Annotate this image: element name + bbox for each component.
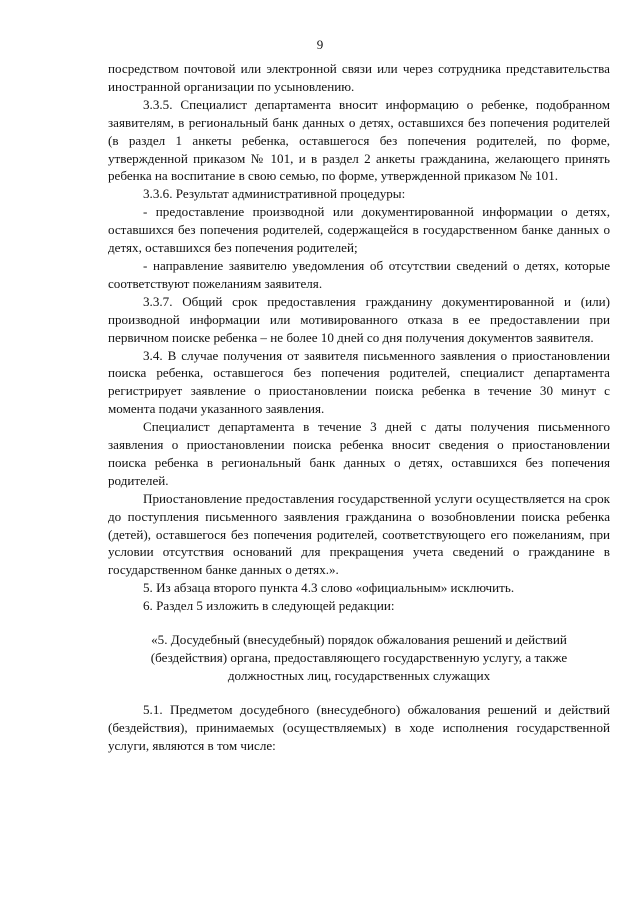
list-item-provision: - предоставление производной или документированной информации о детях, оставшихся без попечения родителей, содержащейся в государственном банке данных о детях, оставшихся без попечения родителей; bbox=[108, 204, 610, 256]
page-number: 9 bbox=[316, 37, 324, 52]
paragraph-item-6: 6. Раздел 5 изложить в следующей редакции: bbox=[143, 598, 395, 614]
section-5-heading bbox=[108, 631, 610, 685]
heading-line-2: (бездействия) органа, предоставляющего государственную услугу, а также bbox=[150, 650, 568, 665]
paragraph-5-1: 5.1. Предметом досудебного (внесудебного) обжалования решений и действий (бездействия), принимаемых (осуществляемых) в ходе исполнения государственной услуги, являются в том числе: bbox=[108, 701, 610, 753]
paragraph-3-3-5: 3.3.5. Специалист департамента вносит информацию о ребенке, подобранном заявителям, в региональный банк данных о детях, оставшихся без попечения родителей (в раздел 1 анкеты ребенка, оставшегося без попечения родителей, по форме, утвержденной приказом № 101, и в раздел 2 анкеты гражданина, желающего принять ребенка на воспитание в свою семью, по форме, утвержденной приказом № 101. bbox=[108, 96, 610, 184]
list-item-notification: - направление заявителю уведомления об отсутствии сведений о детях, которые соответствуют пожеланиям заявителя. bbox=[108, 257, 610, 291]
paragraph-item-5: 5. Из абзаца второго пункта 4.3 слово «официальным» исключить. bbox=[143, 580, 515, 596]
paragraph-specialist: Специалист департамента в течение 3 дней с даты получения письменного заявления о приостановлении поиска ребенка вносит сведения о приостановлении поиска ребенка в региональный банк данных о детях, оставшихся без попечения родителей. bbox=[108, 419, 610, 488]
paragraph-suspension: Приостановление предоставления государственной услуги осуществляется на срок до поступления письменного заявления гражданина о возобновлении поиска ребенка (детей), оставшегося без попечения родителей, соответствующего его пожеланиям, при условии отсутствия оснований для прекращения учета сведений о гражданине в государственном банке данных о детях.». bbox=[108, 490, 610, 578]
paragraph-continuation: посредством почтовой или электронной связи или через сотрудника представительства иностранной организации по усыновлению. bbox=[108, 61, 610, 94]
paragraph-3-3-6: 3.3.6. Результат административной процедуры: bbox=[143, 186, 406, 202]
heading-line-3: должностных лиц, государственных служащих bbox=[227, 667, 491, 683]
document-body bbox=[108, 60, 610, 755]
paragraph-3-4: 3.4. В случае получения от заявителя письменного заявления о приостановлении поиска ребенка, оставшегося без попечения родителей, специалист департамента регистрирует заявление о приостановлении поиска ребенка в течение 30 минут с момента подачи указанного заявления. bbox=[108, 347, 610, 417]
paragraph-3-3-7: 3.3.7. Общий срок предоставления гражданину документированной и (или) производной информации или мотивированного отказа в ее предоставлении при первичном поиске ребенка – не более 10 дней со дня получения документов заявителя. bbox=[108, 293, 610, 345]
heading-line-1: «5. Досудебный (внесудебный) порядок обжалования решений и действий bbox=[151, 632, 567, 648]
